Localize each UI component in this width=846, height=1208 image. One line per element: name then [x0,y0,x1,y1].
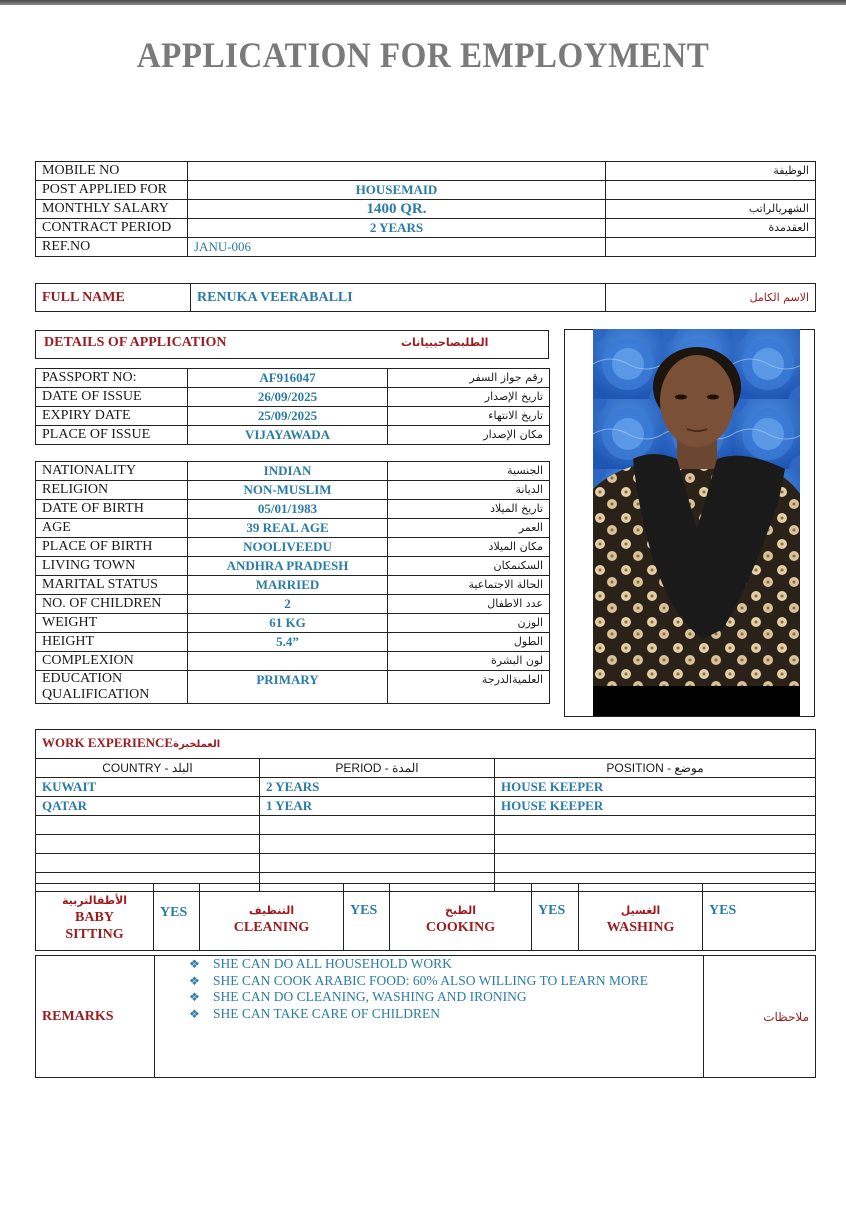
table-row [36,481,550,500]
field-label: MARITAL STATUS [36,576,188,595]
skill-label: COOKING [425,920,496,935]
period-cell: 2 YEARS [260,778,495,797]
skill-cooking-value: YES [532,884,579,951]
arabic-label: الشهريالراتب [606,200,816,219]
field-label: WEIGHT [36,614,188,633]
arabic-label: الوزن [388,614,550,633]
passport-no-value: AF916047 [188,369,388,388]
passport-table [35,368,550,445]
remark-text: SHE CAN DO CLEANING, WASHING AND IRONING [213,989,527,1004]
remarks-list [155,956,703,1022]
table-row [36,797,816,816]
education-label-line2: QUALIFICATION [42,687,150,702]
field-label: EXPIRY DATE [36,407,188,426]
weight-value: 61 KG [188,614,388,633]
table-row [36,778,816,797]
skill-label: CLEANING [233,920,310,935]
field-label: CONTRACT PERIOD [36,219,188,238]
skill-label: WASHING [606,920,675,935]
column-header-period: PERIOD - المدة [260,759,495,778]
work-experience-heading-cell [36,730,816,759]
complexion-value [188,652,388,671]
table-row [36,462,550,481]
table-row [36,407,550,426]
arabic-label: الجنسية [388,462,550,481]
arabic-label: تاريخ الميلاد [388,500,550,519]
table-row [36,835,816,854]
nationality-value: INDIAN [188,462,388,481]
table-row [36,181,816,200]
skill-label: BABY [75,909,114,925]
diamond-bullet-icon: ❖ [189,990,200,1004]
contract-period-value: 2 YEARS [188,219,606,238]
field-label: DATE OF ISSUE [36,388,188,407]
list-item [183,1006,703,1023]
table-row [36,538,550,557]
table-row [36,595,550,614]
remarks-table [35,955,816,1078]
arabic-label: الديانة [388,481,550,500]
arabic-label: مكان الميلاد [388,538,550,557]
field-label: POST APPLIED FOR [36,181,188,200]
table-header-row [36,759,816,778]
skill-arabic-label: التنظيف [248,904,295,917]
table-row [36,816,816,835]
living-town-value: ANDHRA PRADESH [188,557,388,576]
skill-arabic-label: الطبخ [444,904,477,917]
field-label: NO. OF CHILDREN [36,595,188,614]
date-of-issue-value: 26/09/2025 [188,388,388,407]
table-row [36,219,816,238]
remark-text: SHE CAN DO ALL HOUSEHOLD WORK [213,956,452,971]
age-value: 39 REAL AGE [188,519,388,538]
skill-baby-sitting [36,884,154,951]
children-value: 2 [188,595,388,614]
field-label: LIVING TOWN [36,557,188,576]
table-row [36,426,550,445]
column-header-country: COUNTRY - البلد [36,759,260,778]
skill-cleaning-value: YES [344,884,390,951]
table-row [36,854,816,873]
skill-label: SITTING [65,926,124,942]
field-label: MOBILE NO [36,162,188,181]
arabic-label: تاريخ الإصدار [388,388,550,407]
list-item [183,989,703,1006]
skill-washing [579,884,703,951]
country-cell [36,835,260,854]
remarks-label: REMARKS [36,956,155,1078]
full-name-table [35,283,816,312]
diamond-bullet-icon: ❖ [189,973,200,988]
remark-text: SHE CAN TAKE CARE OF CHILDREN [213,1005,441,1021]
full-name-label: FULL NAME [36,284,191,312]
skills-table [35,883,816,951]
position-cell [495,816,816,835]
skill-arabic-label: الغسيل [620,904,661,917]
job-info-table [35,161,816,257]
field-label: PLACE OF BIRTH [36,538,188,557]
place-of-birth-value: NOOLIVEEDU [188,538,388,557]
table-row [36,671,550,704]
field-label: REF.NO [36,238,188,257]
arabic-label: لون البشرة [388,652,550,671]
arabic-label: الوظيفة [606,162,816,181]
list-item [183,956,703,973]
field-label: HEIGHT [36,633,188,652]
period-cell [260,835,495,854]
field-label: PASSPORT NO: [36,369,188,388]
details-heading: DETAILS OF APPLICATION [44,335,227,350]
work-experience-heading-arabic: العملخبرة [173,739,221,750]
expiry-date-value: 25/09/2025 [188,407,388,426]
place-of-issue-value: VIJAYAWADA [188,426,388,445]
marital-status-value: MARRIED [188,576,388,595]
field-label: MONTHLY SALARY [36,200,188,219]
remark-text: SHE CAN COOK ARABIC FOOD: 60% ALSO WILLING TO LEARN MORE [213,972,649,988]
period-cell: 1 YEAR [260,797,495,816]
arabic-label: الحالة الاجتماعية [388,576,550,595]
table-row [36,519,550,538]
table-row [36,633,550,652]
arabic-label: مكان الإصدار [388,426,550,445]
full-name-value: RENUKA VEERABALLI [191,284,606,312]
skill-cooking [390,884,532,951]
work-experience-heading: WORK EXPERIENCE [42,735,174,750]
position-cell [495,854,816,873]
top-border-bar [0,0,846,5]
arabic-label: عدد الاطفال [388,595,550,614]
mobile-no-value [188,162,606,181]
applicant-photo [593,329,800,716]
skill-washing-value: YES [703,884,816,951]
position-cell [495,835,816,854]
country-cell: QATAR [36,797,260,816]
field-label: PLACE OF ISSUE [36,426,188,445]
country-cell: KUWAIT [36,778,260,797]
field-label: DATE OF BIRTH [36,500,188,519]
post-applied-value: HOUSEMAID [188,181,606,200]
arabic-label: تاريخ الانتهاء [388,407,550,426]
column-header-position: POSITION - موضع [495,759,816,778]
country-cell [36,854,260,873]
arabic-label: العلميةالدرجة [388,671,550,704]
table-row [36,557,550,576]
table-row [36,652,550,671]
table-row [36,238,816,257]
field-label: AGE [36,519,188,538]
details-heading-arabic: الطلبصاحببيانات [401,336,489,349]
diamond-bullet-icon: ❖ [189,1006,200,1021]
skill-cleaning [200,884,344,951]
field-label: NATIONALITY [36,462,188,481]
height-value: 5.4” [188,633,388,652]
position-cell: HOUSE KEEPER [495,797,816,816]
arabic-label: الطول [388,633,550,652]
table-row [36,369,550,388]
date-of-birth-value: 05/01/1983 [188,500,388,519]
arabic-label: السكنمكان [388,557,550,576]
field-label: COMPLEXION [36,652,188,671]
personal-info-table [35,461,550,704]
religion-value: NON-MUSLIM [188,481,388,500]
table-row [36,614,550,633]
arabic-label: العقدمدة [606,219,816,238]
country-cell [36,816,260,835]
period-cell [260,854,495,873]
period-cell [260,816,495,835]
arabic-label: العمر [388,519,550,538]
work-experience-table [35,729,816,892]
page-title: APPLICATION FOR EMPLOYMENT [136,35,710,75]
arabic-label [606,181,816,200]
arabic-label: رقم جواز السفر [388,369,550,388]
ref-no-value: JANU-006 [188,238,606,257]
table-row [36,200,816,219]
arabic-label [606,238,816,257]
table-row [36,162,816,181]
position-cell: HOUSE KEEPER [495,778,816,797]
field-label: RELIGION [36,481,188,500]
diamond-bullet-icon: ❖ [189,957,200,971]
monthly-salary-value: 1400 QR. [188,200,606,219]
details-heading-box [35,330,549,359]
table-row [36,500,550,519]
list-item [183,973,703,990]
skill-baby-sitting-value: YES [154,884,200,951]
education-label-line1: EDUCATION [42,671,123,686]
skill-arabic-label: الأطفالتربية [61,893,128,907]
full-name-arabic: الاسم الكامل [606,284,816,312]
field-label [36,671,188,704]
table-row [36,388,550,407]
remarks-arabic: ملاحظات [704,956,816,1078]
remarks-content [155,956,704,1078]
table-row [36,576,550,595]
education-value: PRIMARY [188,671,388,704]
